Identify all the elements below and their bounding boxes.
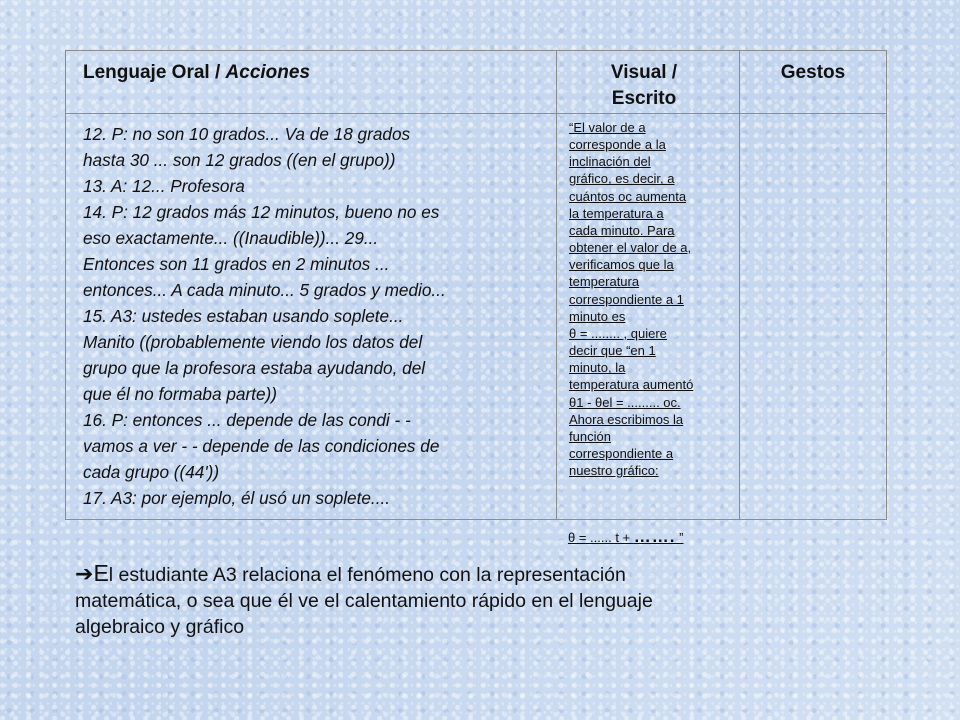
dialog-line: Entonces son 11 grados en 2 minutos ... (83, 254, 390, 274)
column-divider (739, 51, 740, 519)
conclusion-text: ➔El estudiante A3 relaciona el fenómeno con la representación matemática, o sea que él ve el calentamiento rápido en el lenguaje algebraico y gráfico (75, 560, 653, 638)
dialog-line: 14. P: 12 grados más 12 minutos, bueno no es (83, 202, 440, 222)
header-oral-language: Lenguaje Oral / Acciones (83, 62, 311, 83)
dialog-line: 15. A3: ustedes estaban usando soplete... (83, 306, 404, 326)
dialog-line: 12. P: no son 10 grados... Va de 18 grados (83, 124, 411, 144)
visual-note-line: cada minuto. Para (569, 222, 675, 238)
dialog-line: vamos a ver - - depende de las condiciones de (83, 436, 440, 456)
visual-note-line: minuto, la (569, 360, 626, 376)
visual-note-line: nuestro gráfico: (569, 463, 659, 479)
visual-note-line: verificamos que la (569, 257, 674, 273)
visual-note-line: correspondiente a 1 (569, 291, 684, 307)
dialog-line: cada grupo ((44')) (83, 462, 220, 482)
dialog-line: hasta 30 ... son 12 grados ((en el grupo)) (83, 150, 396, 170)
visual-note-line: θ1 - θel = ......... oc. (569, 394, 681, 410)
header-visual-written: Visual / Escrito (610, 62, 678, 109)
dialog-line: 17. A3: por ejemplo, él usó un soplete.... (83, 488, 391, 508)
function-formula: θ = ...... t + ……. ” (568, 527, 684, 546)
column-divider (556, 51, 557, 519)
transcript-table (65, 50, 887, 520)
visual-note-line: corresponde a la (569, 137, 666, 153)
visual-note-line: minuto es (569, 308, 626, 324)
dialog-line: 16. P: entonces ... depende de las condi - - (83, 410, 411, 430)
header-gestures: Gestos (780, 62, 846, 83)
visual-written-notes (569, 119, 739, 479)
dialog-line: 13. A: 12... Profesora (83, 176, 245, 196)
visual-note-line: decir que “en 1 (569, 343, 656, 359)
visual-note-line: gráfico, es decir, a (569, 171, 675, 187)
dialog-line: que él no formaba parte)) (83, 384, 277, 404)
visual-note-line: Ahora escribimos la (569, 411, 684, 427)
visual-note-line: función (569, 428, 611, 444)
right-arrow-icon: ➔ (75, 562, 94, 587)
dialog-transcript (83, 121, 555, 511)
visual-note-line: cuántos oc aumenta (569, 188, 687, 204)
visual-note-line: inclinación del (569, 154, 651, 170)
visual-note-line: la temperatura a (569, 205, 664, 221)
dialog-line: grupo que la profesora estaba ayudando, del (83, 358, 426, 378)
visual-note-line: temperatura aumentó (569, 377, 694, 393)
visual-note-line: obtener el valor de a, (569, 240, 692, 256)
visual-note-line: correspondiente a (569, 445, 674, 461)
visual-note-line: temperatura (569, 274, 640, 290)
header-divider (66, 113, 886, 114)
dialog-line: eso exactamente... ((Inaudible))... 29... (83, 228, 379, 248)
dialog-line: Manito ((probablemente viendo los datos del (83, 332, 423, 352)
visual-note-line: θ = ........ , quiere (569, 325, 667, 341)
dialog-line: entonces... A cada minuto... 5 grados y medio... (83, 280, 446, 300)
visual-note-line: “El valor de a (569, 120, 646, 135)
